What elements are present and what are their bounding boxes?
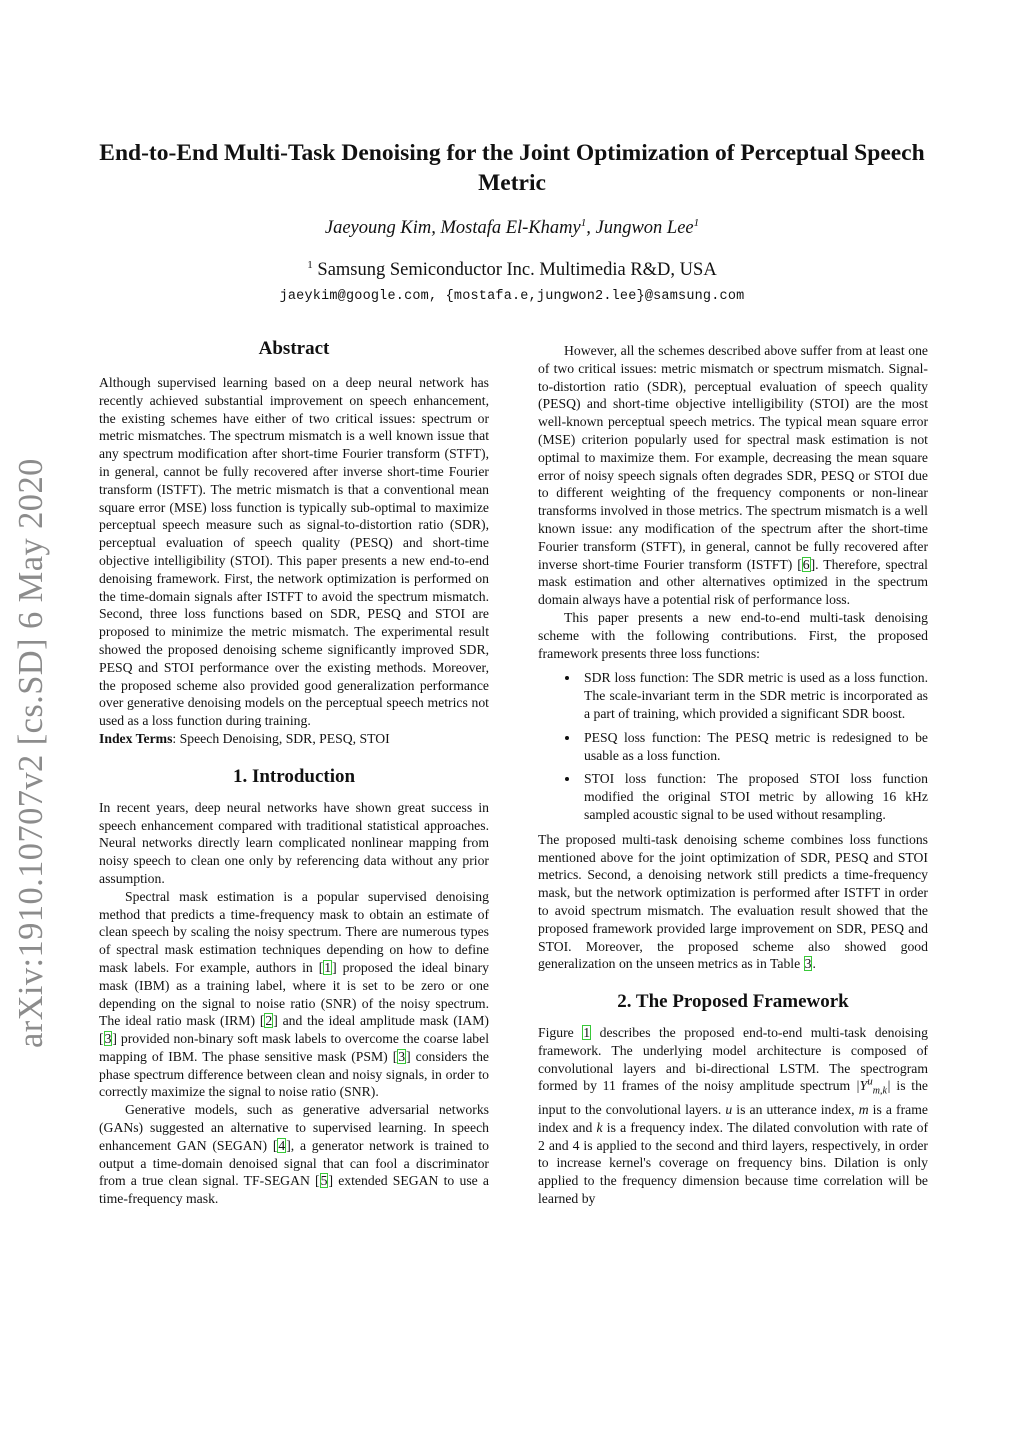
text-run: provided non-binary soft mask labels to overcome the coarse label mapping of IBM. The phase sensitive mask (PSM) [99,1031,489,1064]
text-run: Spectral mask estimation is a popular supervised denoising method that predicts a time-frequency mask to obtain an estimate of clean speech by scaling the noisy spectrum. There are numerous types of spectral mask estimation techniques depending on how to define mask labels. For example, authors in [99,888,489,975]
abstract-heading: Abstract [258,338,330,359]
text-run: proposed the ideal binary mask (IBM) as a training label, where it is set to be zero or one depending on the signal to noise ratio (SNR) of the noisy spectrum. The ideal ratio mask (IRM) [99,959,490,1029]
text-run: is a frame index and [538,1102,928,1135]
text-run: . [812,956,816,972]
right-paragraph-2: This paper presents a new end-to-end multi-task denoising scheme with the following contributions. First, the proposed framework presents three loss functions: [538,609,928,661]
author-3-affil-mark: 1 [693,216,700,229]
contribution-item: • STOI loss function: The proposed STOI loss function modified the original STOI metric by allowing 16 kHz sampled acoustic signal to be used without resampling. [580,770,928,823]
text-run: and the ideal amplitude mask (IAM) [277,1013,489,1029]
contribution-item: • PESQ loss function: The PESQ metric is redesigned to be usable as a loss function. [580,729,928,765]
index-terms [99,730,489,748]
affiliation-mark: 1 [307,258,313,271]
citation-link-3[interactable]: 3 [104,1031,112,1047]
math-part: |Y [855,1078,868,1094]
citation-link-6[interactable]: 6 [802,556,810,572]
text-run: is the input to the convolutional layers. [538,1078,928,1118]
text-run: Figure [538,1025,583,1041]
arxiv-side-stamp: arXiv:1910.10707v2 [cs.SD] 6 May 2020 [12,458,50,1048]
math-part: m,k [872,1086,887,1098]
text-run: describes the proposed end-to-end multi-task denoising framework. The underlying model architecture is composed of convolutional layers and bi-directional LSTM. The spectrogram formed by 11 frames of the noisy amplitude spectrum [538,1025,928,1094]
citation-link-3b[interactable]: 3 [398,1048,406,1064]
math-noisy-spectrum [855,1075,891,1098]
text-run: The proposed multi-task denoising scheme combines loss functions mentioned above for the joint optimization of SDR, PESQ and STOI metrics. Second, a denoising network still predicts a time-frequency mask, but the network optimization is performed after ISTFT in order to avoid spectrum mismatch. The evaluation result showed that the proposed framework provided large improvement on SDR, PESQ and STOI. Moreover, the proposed scheme also showed good generalization on the unseen metrics as in Table [538,831,928,972]
text-run: . Therefore, spectral mask estimation and other alternatives optimized in the spectrum domain always have a potential risk of performance loss. [538,556,928,608]
text-run: Generative models, such as generative adversarial networks (GANs) suggested an alternative to supervised learning. In speech enhancement GAN (SEGAN) [99,1102,489,1153]
text-run: extended SEGAN to use a time-frequency mask. [99,1173,489,1207]
author-emails: jaeykim@google.com, {mostafa.e,jungwon2.lee}@samsung.com [279,289,745,304]
figure-link-1[interactable]: 1 [583,1025,591,1041]
math-k: k [596,1119,603,1135]
right-paragraph-1: However, all the schemes described above suffer from at least one of two critical issues: metric mismatch or spectrum mismatch. Signal-to-distortion ratio (SDR), perceptual evaluation of speech quality (PESQ) and short-time objective intelligibility (STOI) are the most well-known perceptual speech metrics. The typical mean square error (MSE) criterion popularly used for spectral mask estimation is not optimal to maximize them. For example, decreasing the mean square error of noisy speech signals often degrades SDR, PESQ or STOI due to different weighting of the frequency components or non-linear transforms involved in those metrics. The spectrum mismatch is a well known issue: any modification of the spectrum after the short-time Fourier transform (STFT), in general, cannot be fully recovered after inverse short-time Fourier transform (ISTFT) [6]. Therefore, spectral mask estimation and other alternatives optimized in the spectrum domain always have a potential risk of performance loss. [538,343,928,608]
text-run: is a frequency index. The dilated convolution with rate of 2 and 4 is applied to the second and third layers, respectively, in order to increase kernel's coverage on frequency bins. Dilation is only applied to the frequency dimension because time correlation will be learned by [538,1119,928,1206]
citation-link-4[interactable]: 4 [278,1137,286,1153]
math-m: m [858,1102,869,1118]
text-run: is an utterance index, [732,1102,859,1118]
section-2-heading: 2. The Proposed Framework [617,991,849,1013]
paper-title: End-to-End Multi-Task Denoising for the Joint Optimization of Perceptual Speech Metric [99,140,925,196]
author-2-affil-mark: 1 [580,216,587,229]
citation-link-1[interactable]: 1 [324,959,332,975]
table-link-3[interactable]: 3 [804,956,812,972]
right-paragraph-4 [538,1024,928,1208]
index-terms-label: Index Terms [99,730,173,746]
author-1: Jaeyoung Kim, [324,218,436,238]
citation-link-5[interactable]: 5 [320,1173,328,1189]
text-run: However, all the schemes described above suffer from at least one of two critical issues: metric mismatch or spectrum mismatch. Signal-to-distortion ratio (SDR), perceptual evaluation of speech quality (PESQ) and short-time objective intelligibility (STOI) are the most well-known perceptual speech metrics. The typical mean square error (MSE) criterion popularly used for spectral mask estimation is not optimal to maximize them. For example, decreasing the mean square error of noisy speech signals often degrades SDR, PESQ or STOI due to different weighting of the frequency components or non-linear transforms involved in those metrics. The spectrum mismatch is a well known issue: any modification of the spectrum after the short-time Fourier transform (STFT), in general, cannot be fully recovered after inverse short-time Fourier transform (ISTFT) [538,343,928,572]
contribution-item: • SDR loss function: The SDR metric is used as a loss function. The scale-invariant term in the SDR metric is incorporated as a part of training, which provided a significant SDR boost. [580,669,928,722]
intro-paragraph-1: In recent years, deep neural networks have shown great success in speech enhancement compared with traditional statistical approaches. Neural networks directly learn complicated nonlinear mapping from noisy speech to clean one only by referencing data without any prior assumption. [99,799,489,886]
index-terms-values: : Speech Denoising, SDR, PESQ, STOI [172,730,390,746]
text-run: considers the phase spectrum difference between clean and noisy signals, in order to correctly maximize the signal to noise ratio (SNR). [99,1048,489,1100]
math-u: u [725,1102,733,1118]
section-1-heading: 1. Introduction [232,765,356,787]
contribution-list [538,669,928,823]
affiliation-text: Samsung Semiconductor Inc. Multimedia R&D, USA [312,260,717,280]
intro-paragraph-2: Spectral mask estimation is a popular supervised denoising method that predicts a time-frequency mask to obtain an estimate of clean speech by scaling the noisy spectrum. There are numerous types of spectral mask estimation techniques depending on how to define mask labels. For example, authors in [1] proposed the ideal binary mask (IBM) as a training label, where it is set to be zero or one depending on the signal to noise ratio (SNR) of the noisy spectrum. The ideal ratio mask (IRM) [2] and the ideal amplitude mask (IAM) [3] provided non-binary soft mask labels to overcome the coarse label mapping of IBM. The phase sensitive mask (PSM) [3] considers the phase spectrum difference between clean and noisy signals, in order to correctly maximize the signal to noise ratio (SNR). [99,888,490,1100]
affiliation [80,260,944,281]
abstract-text: Although supervised learning based on a deep neural network has recently achieved substantial improvement on speech enhancement, the existing schemes have either of two critical issues: spectrum or metric mismatches. The spectrum mismatch is a well known issue that any spectrum modification after short-time Fourier transform (STFT), in general, cannot be fully recovered after inverse short-time Fourier transform (ISTFT). The metric mismatch is that a conventional mean square error (MSE) loss function is typically sub-optimal to maximize perceptual speech measure such as signal-to-distortion ratio (SDR), perceptual evaluation of speech quality (PESQ) and short-time objective intelligibility (STOI). This paper presents a new end-to-end denoising framework. First, the network optimization is performed on the time-domain signals after ISTFT to avoid the spectrum mismatch. Second, three loss functions based on SDR, PESQ and STOI are proposed to minimize the metric mismatch. The experimental result showed the proposed denoising scheme significantly improved SDR, PESQ and STOI performance over the existing methods. Moreover, the proposed scheme also provided good generalization performance over generative denoising models on the perceptual speech metrics not used as a loss function during training. [99,375,489,729]
text-run: , a generator network is trained to output a time-domain denoised signal that can fool a discriminator from a true clean signal. TF-SEGAN [99,1137,489,1189]
author-3: , Jungwon Lee [586,218,694,238]
citation-link-2[interactable]: 2 [265,1013,273,1029]
math-part: | [886,1078,891,1094]
intro-paragraph-3: Generative models, such as generative adversarial networks (GANs) suggested an alternative to supervised learning. In speech enhancement GAN (SEGAN) [4], a generator network is trained to output a time-domain denoised signal that can fool a discriminator from a true clean signal. TF-SEGAN [5] extended SEGAN to use a time-frequency mask. [99,1102,489,1207]
right-paragraph-3 [538,831,928,973]
right-column [538,342,928,1208]
author-2: Mostafa El-Khamy [440,218,581,238]
math-part: u [867,1075,873,1088]
left-column [99,337,489,1208]
author-list [80,218,944,239]
